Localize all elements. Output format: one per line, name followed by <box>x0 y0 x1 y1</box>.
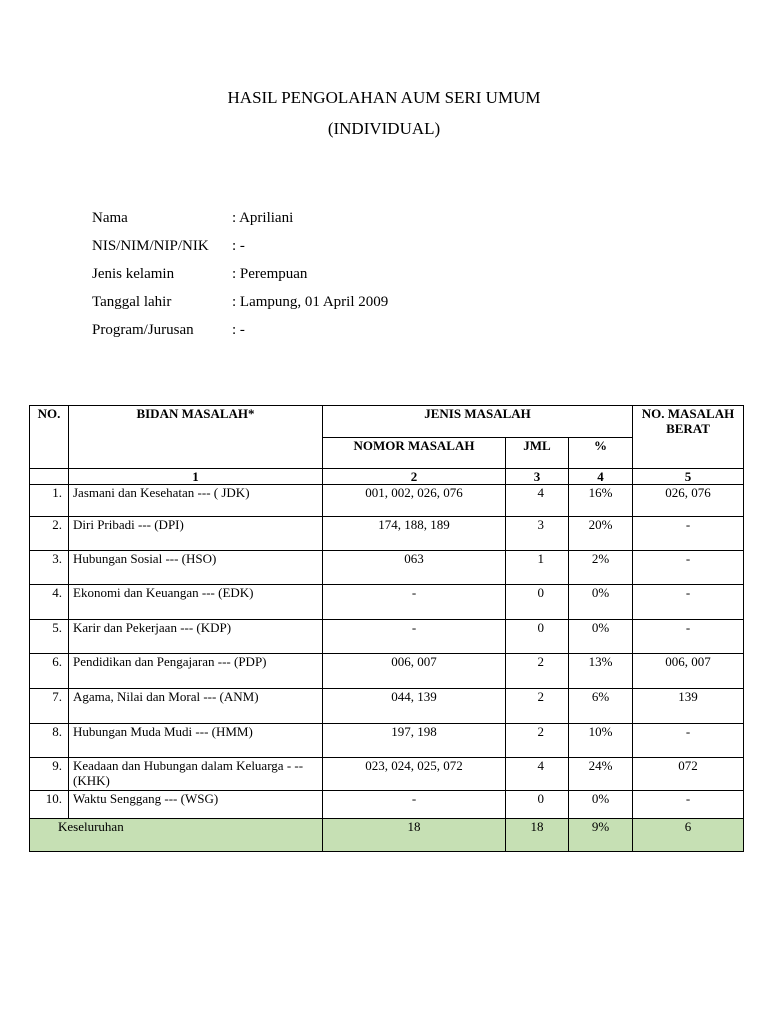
row-nomor-masalah: 001, 002, 026, 076 <box>323 485 506 517</box>
total-persen: 9% <box>569 819 633 852</box>
row-number: 1. <box>30 485 69 517</box>
row-jml: 3 <box>506 517 569 551</box>
row-bidang: Ekonomi dan Keuangan --- (EDK) <box>69 585 323 620</box>
row-masalah-berat: - <box>633 585 744 620</box>
row-number: 5. <box>30 620 69 654</box>
row-masalah-berat: - <box>633 724 744 758</box>
row-bidang: Keadaan dan Hubungan dalam Keluarga - -- (KHK) <box>69 758 323 791</box>
row-masalah-berat: - <box>633 517 744 551</box>
row-nomor-masalah: - <box>323 585 506 620</box>
info-label: NIS/NIM/NIP/NIK <box>92 238 209 254</box>
row-bidang: Pendidikan dan Pengajaran --- (PDP) <box>69 654 323 689</box>
row-nomor-masalah: 023, 024, 025, 072 <box>323 758 506 791</box>
table-row <box>30 551 744 585</box>
header-bidang: BIDAN MASALAH* <box>69 406 323 469</box>
col-number: 5 <box>633 469 744 485</box>
row-nomor-masalah: - <box>323 620 506 654</box>
info-value: : Perempuan <box>232 266 308 282</box>
row-jml: 0 <box>506 585 569 620</box>
info-row-gender <box>92 266 388 294</box>
row-number: 7. <box>30 689 69 724</box>
row-nomor-masalah: - <box>323 791 506 819</box>
row-persen: 0% <box>569 791 633 819</box>
row-bidang: Waktu Senggang --- (WSG) <box>69 791 323 819</box>
col-number: 3 <box>506 469 569 485</box>
row-bidang: Hubungan Sosial --- (HSO) <box>69 551 323 585</box>
document-title: HASIL PENGOLAHAN AUM SERI UMUM <box>227 88 541 107</box>
identity-section <box>92 210 388 350</box>
row-number: 8. <box>30 724 69 758</box>
row-jml: 0 <box>506 620 569 654</box>
row-jml: 4 <box>506 758 569 791</box>
header-jenis-masalah: JENIS MASALAH <box>323 406 633 438</box>
col-number: 1 <box>69 469 323 485</box>
total-berat: 6 <box>633 819 744 852</box>
row-masalah-berat: 026, 076 <box>633 485 744 517</box>
col-number: 2 <box>323 469 506 485</box>
row-persen: 10% <box>569 724 633 758</box>
total-label: Keseluruhan <box>30 819 323 852</box>
info-value: : Lampung, 01 April 2009 <box>232 294 389 310</box>
table-row <box>30 485 744 517</box>
row-masalah-berat: - <box>633 791 744 819</box>
row-nomor-masalah: 044, 139 <box>323 689 506 724</box>
row-masalah-berat: 139 <box>633 689 744 724</box>
table-row <box>30 654 744 689</box>
row-persen: 0% <box>569 585 633 620</box>
info-label: Tanggal lahir <box>92 294 172 310</box>
row-persen: 24% <box>569 758 633 791</box>
row-bidang: Karir dan Pekerjaan --- (KDP) <box>69 620 323 654</box>
info-label: Nama <box>92 210 128 226</box>
row-nomor-masalah: 006, 007 <box>323 654 506 689</box>
col-number-blank <box>30 469 69 485</box>
info-row-birth <box>92 294 388 322</box>
row-persen: 20% <box>569 517 633 551</box>
row-jml: 2 <box>506 689 569 724</box>
col-number: 4 <box>569 469 633 485</box>
info-value: : - <box>232 238 245 254</box>
row-masalah-berat: - <box>633 551 744 585</box>
row-nomor-masalah: 063 <box>323 551 506 585</box>
header-persen: % <box>569 438 633 469</box>
row-persen: 13% <box>569 654 633 689</box>
header-masalah-berat: NO. MASALAH BERAT <box>633 406 744 469</box>
row-persen: 6% <box>569 689 633 724</box>
table-row <box>30 689 744 724</box>
row-jml: 2 <box>506 724 569 758</box>
row-bidang: Hubungan Muda Mudi --- (HMM) <box>69 724 323 758</box>
row-masalah-berat: 006, 007 <box>633 654 744 689</box>
total-jml: 18 <box>506 819 569 852</box>
row-persen: 2% <box>569 551 633 585</box>
info-label: Jenis kelamin <box>92 266 175 282</box>
row-nomor-masalah: 174, 188, 189 <box>323 517 506 551</box>
row-jml: 2 <box>506 654 569 689</box>
row-number: 2. <box>30 517 69 551</box>
row-bidang: Diri Pribadi --- (DPI) <box>69 517 323 551</box>
row-number: 9. <box>30 758 69 791</box>
row-masalah-berat: 072 <box>633 758 744 791</box>
total-nomor: 18 <box>323 819 506 852</box>
table-row <box>30 517 744 551</box>
row-jml: 4 <box>506 485 569 517</box>
header-no: NO. <box>30 406 69 469</box>
table-row <box>30 585 744 620</box>
row-bidang: Agama, Nilai dan Moral --- (ANM) <box>69 689 323 724</box>
row-jml: 0 <box>506 791 569 819</box>
table-body <box>30 485 744 819</box>
row-nomor-masalah: 197, 198 <box>323 724 506 758</box>
table-row <box>30 724 744 758</box>
info-label: Program/Jurusan <box>92 322 194 338</box>
table-row <box>30 620 744 654</box>
total-row <box>30 819 744 852</box>
header-jml: JML <box>506 438 569 469</box>
row-jml: 1 <box>506 551 569 585</box>
info-row-nama <box>92 210 388 238</box>
row-number: 10. <box>30 791 69 819</box>
info-row-nis <box>92 238 388 266</box>
info-row-program <box>92 322 388 350</box>
row-persen: 16% <box>569 485 633 517</box>
row-number: 6. <box>30 654 69 689</box>
row-masalah-berat: - <box>633 620 744 654</box>
info-value: : - <box>232 322 245 338</box>
document-subtitle: (INDIVIDUAL) <box>327 119 441 138</box>
header-nomor-masalah: NOMOR MASALAH <box>323 438 506 469</box>
row-number: 4. <box>30 585 69 620</box>
row-persen: 0% <box>569 620 633 654</box>
table-row <box>30 791 744 819</box>
row-number: 3. <box>30 551 69 585</box>
table-row <box>30 758 744 791</box>
info-value: : Apriliani <box>232 210 294 226</box>
row-bidang: Jasmani dan Kesehatan --- ( JDK) <box>69 485 323 517</box>
result-table <box>29 405 744 852</box>
